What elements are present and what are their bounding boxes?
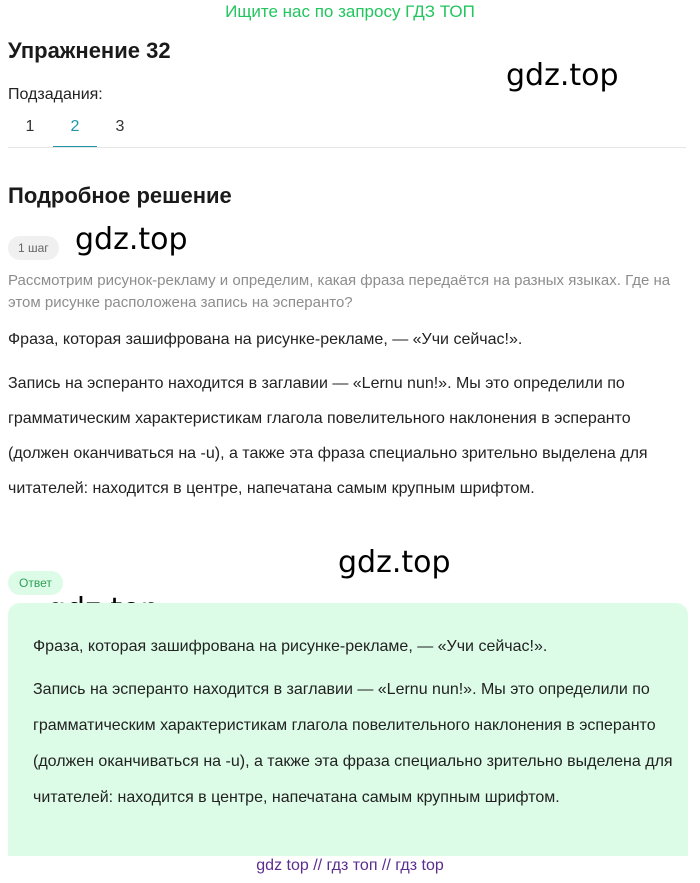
subtask-tab-3[interactable]: 3 [115, 118, 125, 135]
subtasks-label: Подзадания: [8, 86, 103, 103]
step-badge: 1 шаг [8, 236, 59, 260]
exercise-title: Упражнение 32 [8, 38, 171, 63]
watermark: gdz.top [338, 545, 451, 580]
subtask-tab-2[interactable]: 2 [53, 112, 97, 148]
answer-badge: Ответ [8, 571, 63, 595]
answer-paragraph: Фраза, которая зашифрована на рисунке-рекламе, — «Учи сейчас!». [33, 638, 548, 655]
watermark: gdz.top [75, 222, 188, 257]
search-promo-banner: Ищите нас по запросу ГДЗ ТОП [225, 2, 475, 21]
footer-watermark: gdz top // гдз топ // гдз top [256, 857, 444, 874]
subtask-tab-1[interactable]: 1 [25, 118, 35, 135]
answer-paragraph: Запись на эсперанто находится в заглавии — «Lernu nun!». Мы это определили по грамматическим характеристикам глагола повелительного наклонения в эсперанто (должен оканчиваться на -u), а также эта фраза специально зрительно выделена для читателей: находится в центре, напечатана самым крупным шрифтом. [33, 681, 673, 806]
solution-title: Подробное решение [8, 183, 232, 208]
step-hint: Рассмотрим рисунок-рекламу и определим, какая фраза передаётся на разных языках. Где на этом рисунке расположена запись на эсперанто? [8, 272, 671, 311]
solution-paragraph: Запись на эсперанто находится в заглавии — «Lernu nun!». Мы это определили по грамматическим характеристикам глагола повелительного наклонения в эсперанто (должен оканчиваться на -u), а также эта фраза специально зрительно выделена для читателей: находится в центре, напечатана самым крупным шрифтом. [8, 375, 648, 497]
subtask-tabs [8, 112, 143, 148]
divider [8, 147, 686, 148]
answer-box [8, 603, 688, 856]
solution-paragraph: Фраза, которая зашифрована на рисунке-рекламе, — «Учи сейчас!». [8, 331, 523, 348]
watermark: gdz.top [506, 58, 619, 93]
